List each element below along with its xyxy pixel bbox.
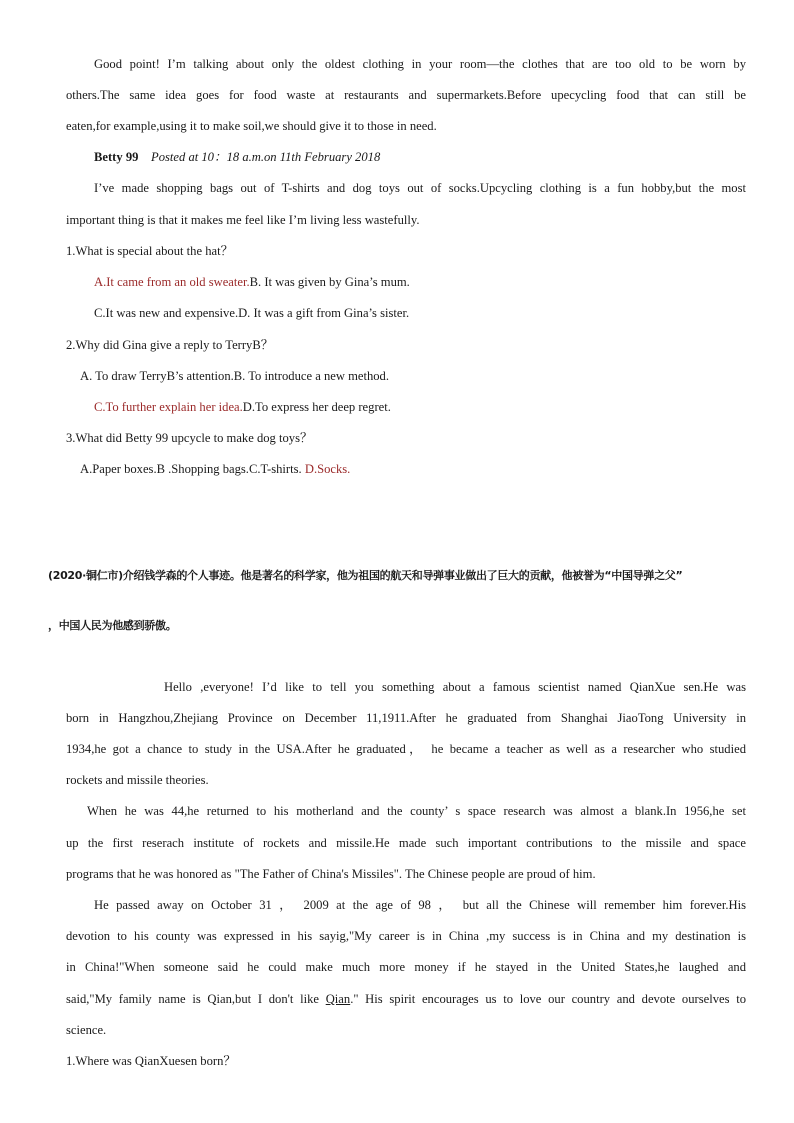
option-b: B. It was given by Gina’s mum.	[249, 275, 410, 289]
essay-line: Hello ,everyone! I’d like to tell you something about a famous scientist named QianXue sen.He was	[164, 680, 746, 694]
question-1: 1.What is special about the hat？	[66, 244, 234, 258]
question-1-section2: 1.Where was QianXuesen born？	[66, 1054, 236, 1068]
option-d: D.To express her deep regret.	[242, 400, 391, 414]
answer-option-a: A.It came from an old sweater.	[94, 275, 250, 289]
answer-option-c: C.To further explain her idea.	[94, 400, 243, 414]
comment-text-line: eaten,for example,using it to make soil,we should give it to those in need.	[66, 119, 437, 133]
essay-line: devotion to his county was expressed in his sayig,"My career is in China ,my success is in China and my destination is	[66, 929, 746, 943]
question-2: 2.Why did Gina give a reply to TerryB？	[66, 338, 274, 352]
question-1-options-ab	[94, 274, 774, 290]
essay-line: He passed away on October 31 ， 2009 at the age of 98 ， but all the Chinese will remember him forever.His	[94, 898, 746, 912]
essay-text: ." His spirit encourages us to love our country and devote ourselves to	[350, 992, 746, 1006]
essay-line: rockets and missile theories.	[66, 773, 209, 787]
section-heading: (2020·铜仁市)介绍钱学森的个人事迹。他是著名的科学家，他为祖国的航天和导弹事业做出了巨大的贡献，他被誉为“中国导弹之父”	[48, 569, 683, 582]
question-1-options-cd: C.It was new and expensive.D. It was a gift from Gina’s sister.	[94, 306, 410, 320]
essay-text: said,"My family name is Qian,but I don't like	[66, 992, 326, 1006]
essay-line: in China!"When someone said he could make much more money if he stayed in the United States,he laughed and	[66, 960, 746, 974]
essay-line: born in Hangzhou,Zhejiang Province on December 11,1911.After he graduated from Shanghai JiaoTong University in	[66, 711, 746, 725]
essay-line: programs that he was honored as "The Father of China's Missiles". The Chinese people are proud of him.	[66, 867, 596, 881]
essay-line	[66, 991, 746, 1007]
essay-line: 1934,he got a chance to study in the USA.After he graduated， he became a teacher as well as a researcher who studied	[66, 742, 746, 756]
options-abc: A.Paper boxes.B .Shopping bags.C.T-shirts.	[80, 462, 302, 476]
question-2-options-cd	[94, 399, 774, 415]
post-header	[94, 149, 774, 165]
essay-line: up the first reserach institute of rockets and missile.He made such important contributions to the missile and space	[66, 836, 746, 850]
underlined-word: Qian	[325, 992, 351, 1006]
comment-text-line: Good point! I’m talking about only the oldest clothing in your room—the clothes that are too old to be worn by	[94, 57, 746, 71]
essay-line: science.	[66, 1023, 107, 1037]
comment-text-line: I’ve made shopping bags out of T-shirts and dog toys out of socks.Upcycling clothing is a fun hobby,but the most	[94, 181, 746, 195]
post-timestamp: Posted at 10：18 a.m.on 11th February 2018	[151, 150, 381, 164]
comment-text-line: others.The same idea goes for food waste at restaurants and supermarkets.Before upecycling food that can still be	[66, 88, 746, 102]
comment-text-line: important thing is that it makes me feel like I’m living less wastefully.	[66, 213, 420, 227]
username: Betty 99	[94, 150, 139, 164]
section-heading-continued: ，中国人民为他感到骄傲。	[48, 619, 177, 632]
question-3: 3.What did Betty 99 upcycle to make dog toys？	[66, 431, 313, 445]
question-2-options-ab: A. To draw TerryB’s attention.B. To introduce a new method.	[80, 369, 389, 383]
answer-option-d: D.Socks.	[304, 462, 351, 476]
question-3-options	[80, 461, 760, 477]
essay-line: When he was 44,he returned to his motherland and the county’ s space research was almost a blank.In 1956,he set	[87, 804, 746, 818]
